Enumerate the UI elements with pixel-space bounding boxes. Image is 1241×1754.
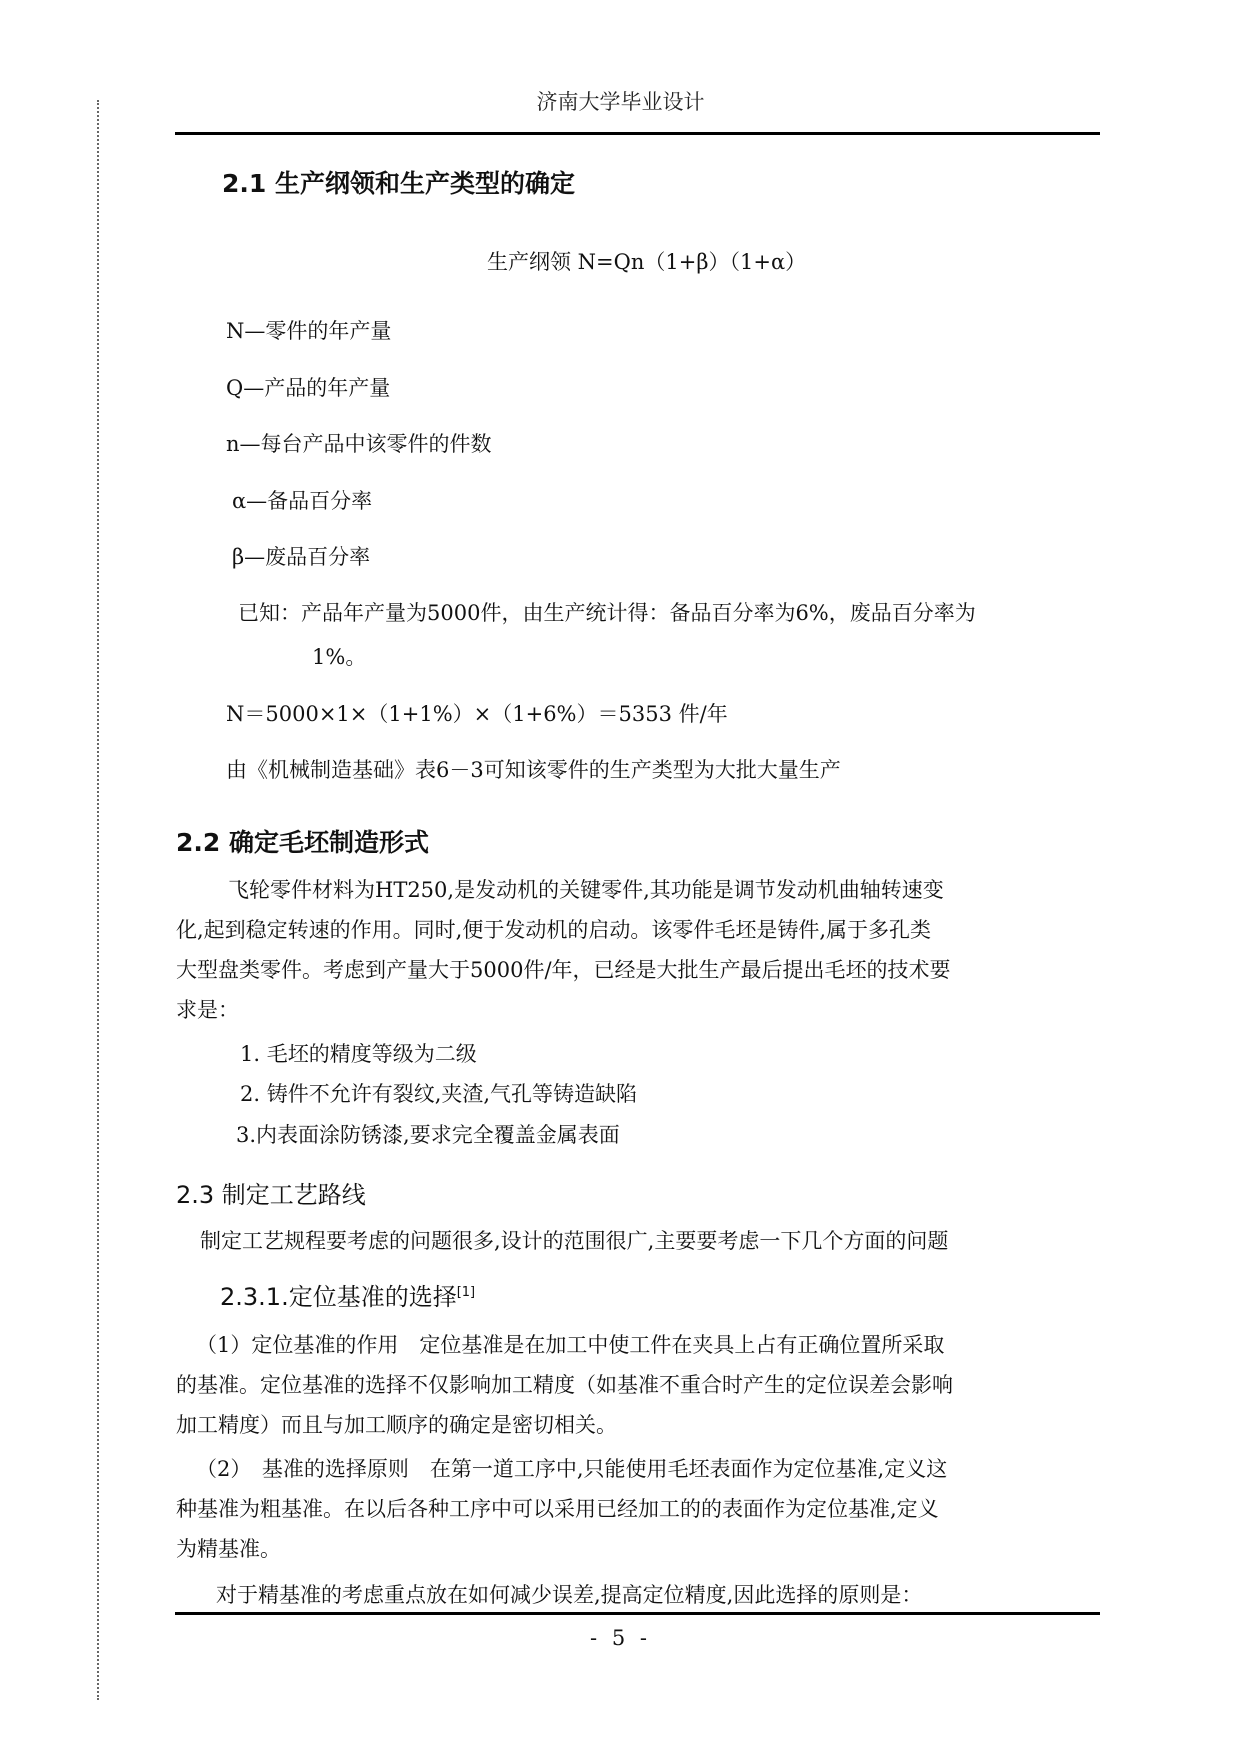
production-calculation: N＝5000×1×（1+1%）×（1+6%）＝5353 件/年	[226, 702, 728, 726]
definition-N: N—零件的年产量	[226, 319, 392, 343]
header-rule	[175, 132, 1100, 135]
blank-para-line-2: 化,起到稳定转速的作用。同时,便于发动机的启动。该零件毛坯是铸件,属于多孔类	[176, 918, 932, 942]
datum-para1-line-3: 加工精度）而且与加工顺序的确定是密切相关。	[176, 1413, 617, 1437]
blank-para-line-1: 飞轮零件材料为HT250,是发动机的关键零件,其功能是调节发动机曲轴转速变	[228, 878, 944, 902]
requirement-item: 1. 毛坯的精度等级为二级	[240, 1042, 477, 1066]
section-2-2-heading: 2.2 确定毛坯制造形式	[176, 828, 429, 857]
production-formula: 生产纲领 N=Qn（1+β）（1+α）	[487, 250, 807, 274]
citation-marker: [1]	[456, 1285, 476, 1300]
definition-beta: β—废品百分率	[232, 545, 371, 569]
section-2-1-heading: 2.1 生产纲领和生产类型的确定	[222, 169, 575, 198]
known-data-line-1: 已知：产品年产量为5000件，由生产统计得：备品百分率为6%，废品百分率为	[238, 601, 976, 625]
definition-alpha: α—备品百分率	[232, 489, 373, 513]
datum-para1-line-2: 的基准。定位基准的选择不仅影响加工精度（如基准不重合时产生的定位误差会影响	[176, 1373, 953, 1397]
page-header-title: 济南大学毕业设计	[536, 90, 705, 114]
requirement-item: 2. 铸件不允许有裂纹,夹渣,气孔等铸造缺陷	[240, 1082, 638, 1106]
binding-dotted-line	[97, 100, 99, 1700]
definition-n: n—每台产品中该零件的件数	[226, 432, 492, 456]
section-2-3-heading: 2.3 制定工艺路线	[176, 1181, 366, 1209]
known-data-line-2: 1%。	[312, 645, 367, 669]
production-type-conclusion: 由《机械制造基础》表6－3可知该零件的生产类型为大批大量生产	[226, 758, 841, 782]
datum-para2-line-2: 种基准为粗基准。在以后各种工序中可以采用已经加工的的表面作为定位基准,定义	[176, 1497, 939, 1521]
datum-para2-line-1: （2） 基准的选择原则 在第一道工序中,只能使用毛坯表面作为定位基准,定义这	[196, 1457, 948, 1481]
section-2-3-1-heading-text: 2.3.1.定位基准的选择	[220, 1283, 457, 1311]
definition-Q: Q—产品的年产量	[226, 376, 391, 400]
page-number: - 5 -	[590, 1626, 651, 1650]
requirement-item: 3.内表面涂防锈漆,要求完全覆盖金属表面	[236, 1123, 620, 1147]
blank-para-line-4: 求是：	[176, 998, 239, 1022]
datum-para1-line-1: （1）定位基准的作用 定位基准是在加工中使工件在夹具上占有正确位置所采取	[196, 1333, 945, 1357]
process-route-intro: 制定工艺规程要考虑的问题很多,设计的范围很广,主要要考虑一下几个方面的问题	[200, 1229, 949, 1253]
fine-datum-para: 对于精基准的考虑重点放在如何减少误差,提高定位精度,因此选择的原则是：	[216, 1583, 923, 1607]
footer-rule	[175, 1612, 1100, 1615]
datum-para2-line-3: 为精基准。	[176, 1537, 281, 1561]
section-2-3-1-heading	[220, 1277, 475, 1312]
blank-para-line-3: 大型盘类零件。考虑到产量大于5000件/年，已经是大批生产最后提出毛坯的技术要	[176, 958, 951, 982]
